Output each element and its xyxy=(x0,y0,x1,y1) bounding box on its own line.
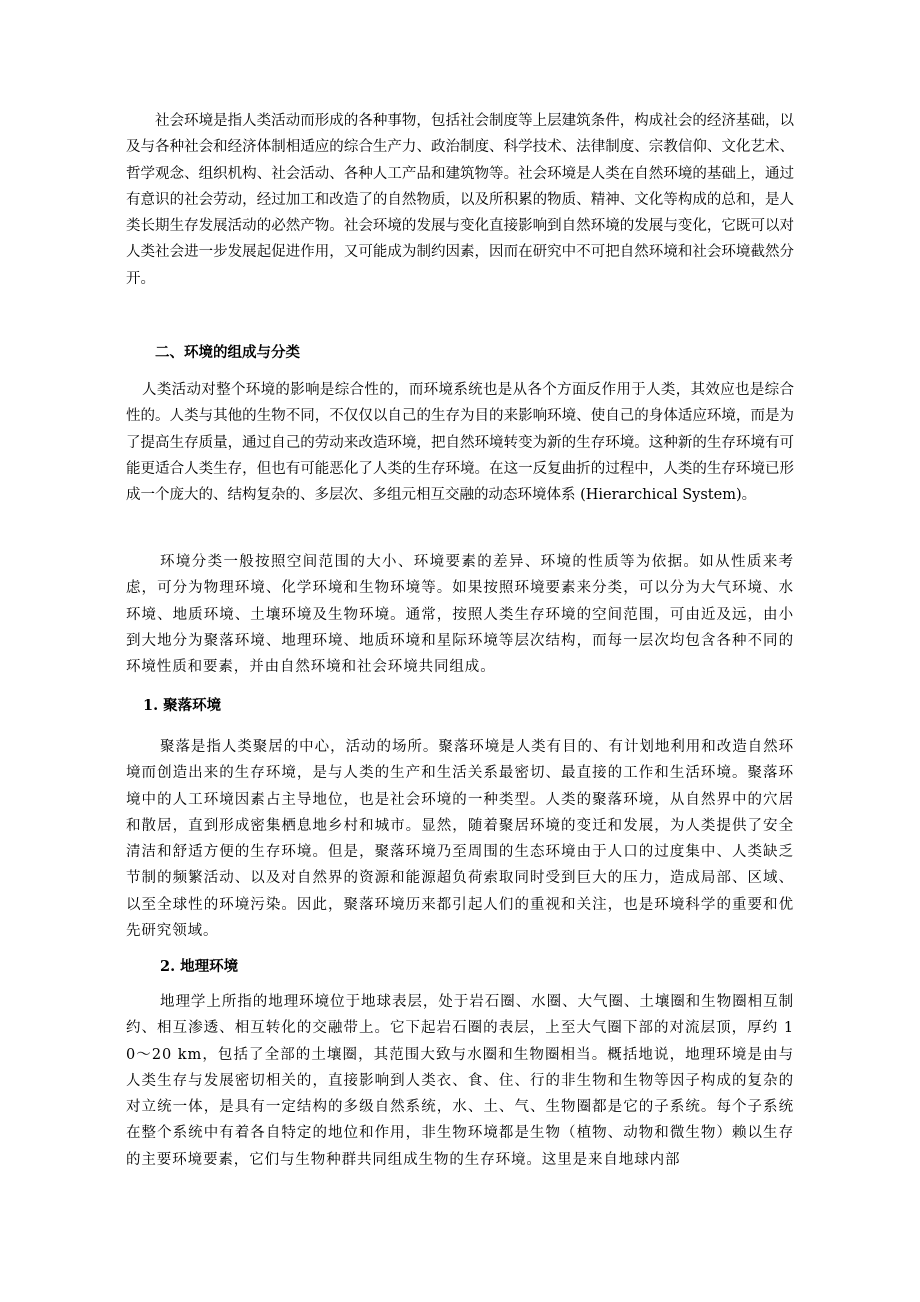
paragraph-settlement: 聚落是指人类聚居的中心，活动的场所。聚落环境是人类有目的、有计划地利用和改造自然环境而创造出来的生存环境，是与人类的生产和生活关系最密切、最直接的工作和生活环境。聚落环境中的人工环境因素占主导地位，也是社会环境的一种类型。人类的聚落环境，从自然界中的穴居和散居，直到形成密集栖息地乡村和城市。显然，随着聚居环境的变迁和发展，为人类提供了安全清洁和舒适方便的生存环境。但是，聚落环境乃至周围的生态环境由于人口的过度集中、人类缺乏节制的频繁活动、以及对自然界的资源和能源超负荷索取同时受到巨大的压力，造成局部、区域、以至全球性的环境污染。因此，聚落环境历来都引起人们的重视和关注，也是环境科学的重要和优先研究领域。 xyxy=(126,739,794,940)
section-heading-composition: 二、环境的组成与分类 xyxy=(155,344,300,361)
subheading-settlement: 1. 聚落环境 xyxy=(143,697,222,714)
paragraph-composition-intro: 人类活动对整个环境的影响是综合性的，而环境系统也是从各个方面反作用于人类，其效应也是综合性的。人类与其他的生物不同，不仅仅以自己的生存为目的来影响环境、使自己的身体适应环境，而是为了提高生存质量，通过自己的劳动来改造环境，把自然环境转变为新的生存环境。这种新的生存环境有可能更适合人类生存，但也有可能恶化了人类的生存环境。在这一反复曲折的过程中，人类的生存环境已形成一个庞大的、结构复杂的、多层次、多组元相互交融的动态环境体系 (Hierarchical System)。 xyxy=(126,382,794,504)
paragraph-classification: 环境分类一般按照空间范围的大小、环境要素的差异、环境的性质等为依据。如从性质来考虑，可分为物理环境、化学环境和生物环境等。如果按照环境要素来分类，可以分为大气环境、水环境、地质环境、土壤环境及生物环境。通常，按照人类生存环境的空间范围，可由近及远，由小到大地分为聚落环境、地理环境、地质环境和星际环境等层次结构，而每一层次均包含各种不同的环境性质和要素，并由自然环境和社会环境共同组成。 xyxy=(126,554,794,676)
paragraph-geographic: 地理学上所指的地理环境位于地球表层，处于岩石圈、水圈、大气圈、土壤圈和生物圈相互制约、相互渗透、相互转化的交融带上。它下起岩石圈的表层，上至大气圈下部的对流层顶，厚约 10～20 km，包括了全部的土壤圈，其范围大致与水圈和生物圈相当。概括地说，地理环境是由与人类生存与发展密切相关的，直接影响到人类衣、食、住、行的非生物和生物等因子构成的复杂的对立统一体，是具有一定结构的多级自然系统，水、土、气、生物圈都是它的子系统。每个子系统在整个系统中有着各自特定的地位和作用，非生物环境都是生物（植物、动物和微生物）赖以生存的主要环境要素，它们与生物种群共同组成生物的生存环境。这里是来自地球内部 xyxy=(126,994,794,1168)
paragraph-social-environment: 社会环境是指人类活动而形成的各种事物，包括社会制度等上层建筑条件，构成社会的经济基础，以及与各种社会和经济体制相适应的综合生产力、政治制度、科学技术、法律制度、宗教信仰、文化艺术、哲学观念、组织机构、社会活动、各种人工产品和建筑物等。社会环境是人类在自然环境的基础上，通过有意识的社会劳动，经过加工和改造了的自然物质，以及所积累的物质、精神、文化等构成的总和，是人类长期生存发展活动的必然产物。社会环境的发展与变化直接影响到自然环境的发展与变化，它既可以对人类社会进一步发展起促进作用，又可能成为制约因素，因而在研究中不可把自然环境和社会环境截然分开。 xyxy=(126,113,794,287)
subheading-geographic: 2. 地理环境 xyxy=(160,958,239,975)
